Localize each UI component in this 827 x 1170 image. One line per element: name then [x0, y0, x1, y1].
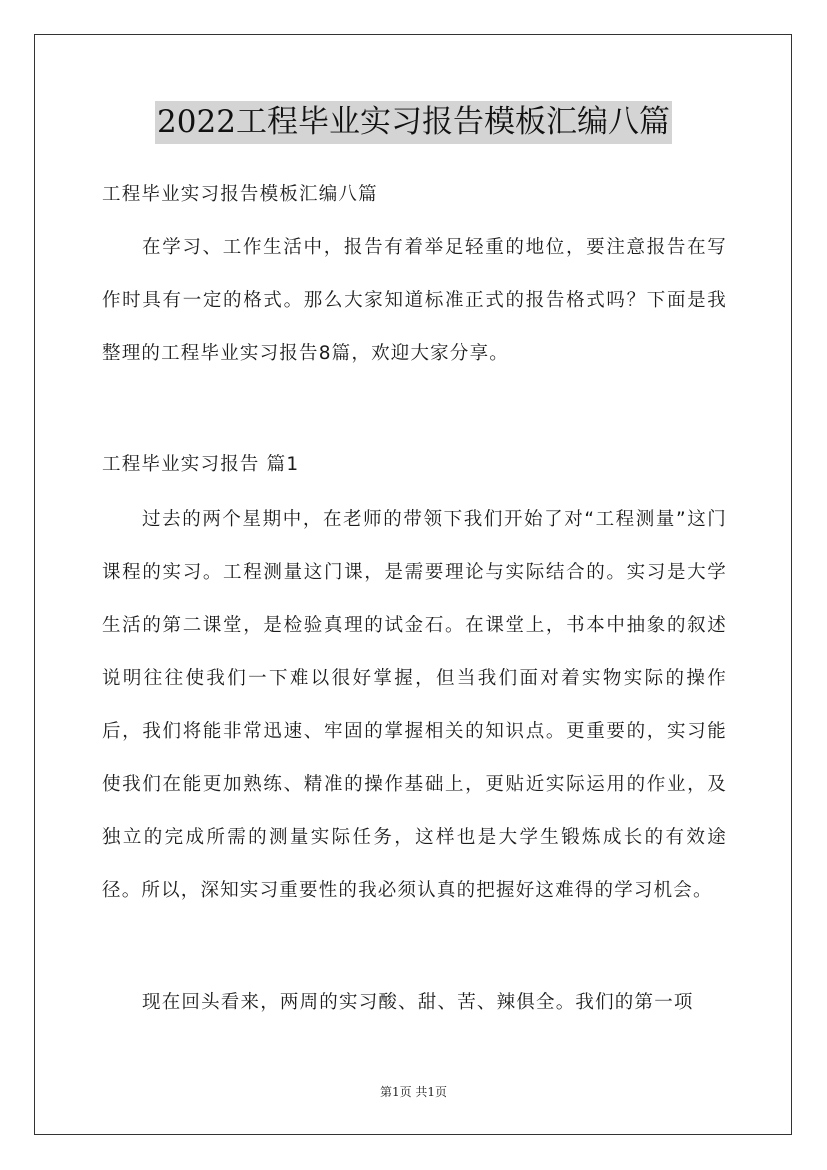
title-wrap — [0, 101, 827, 144]
page-footer: 第1页 共1页 — [379, 1085, 448, 1099]
document-subtitle: 工程毕业实习报告模板汇编八篇 — [102, 184, 378, 205]
document-title: 2022工程毕业实习报告模板汇编八篇 — [155, 101, 672, 144]
body-paragraph-2: 现在回头看来，两周的实习酸、甜、苦、辣俱全。我们的第一项 — [142, 992, 694, 1013]
section-heading: 工程毕业实习报告 篇1 — [102, 454, 300, 475]
intro-paragraph: 在学习、工作生活中，报告有着举足轻重的地位，要注意报告在写作时具有一定的格式。那么大家知道标准正式的报告格式吗？下面是我整理的工程毕业实习报告8篇，欢迎大家分享。 — [102, 237, 727, 364]
body-paragraph-1: 过去的两个星期中，在老师的带领下我们开始了对“工程测量”这门课程的实习。工程测量这门课，是需要理论与实际结合的。实习是大学生活的第二课堂，是检验真理的试金石。在课堂上，书本中抽象的叙述说明往往使我们一下难以很好掌握，但当我们面对着实物实际的操作后，我们将能非常迅速、牢固的掌握相关的知识点。更重要的，实习能使我们在能更加熟练、精准的操作基础上，更贴近实际运用的作业，及独立的完成所需的测量实际任务，这样也是大学生锻炼成长的有效途径。所以，深知实习重要性的我必须认真的把握好这难得的学习机会。 — [102, 509, 727, 901]
